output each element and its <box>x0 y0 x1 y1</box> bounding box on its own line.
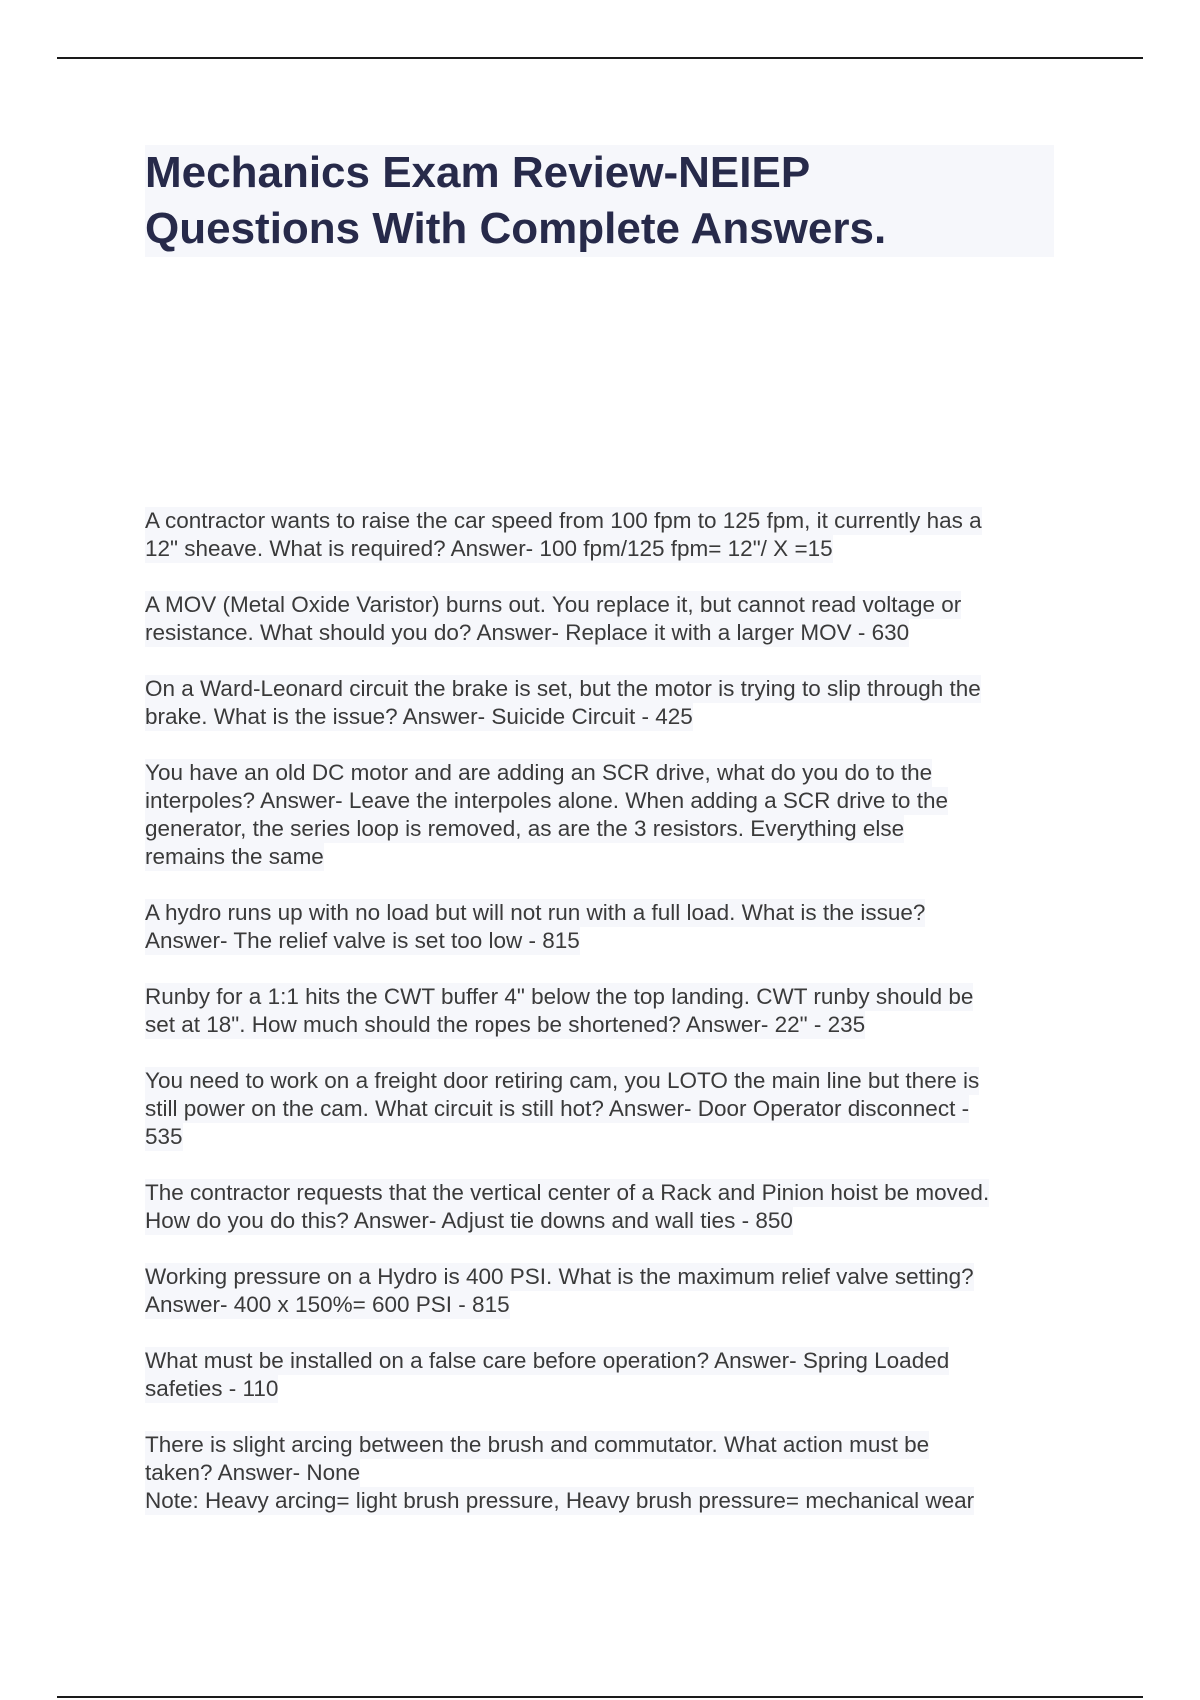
qa-line: Answer- The relief valve is set too low - 815 <box>145 928 580 953</box>
qa-line: 12" sheave. What is required? Answer- 100 fpm/125 fpm= 12"/ X =15 <box>145 536 833 561</box>
bottom-rule <box>57 1696 1143 1698</box>
qa-line: The contractor requests that the vertical center of a Rack and Pinion hoist be moved. <box>145 1180 990 1205</box>
qa-line: interpoles? Answer- Leave the interpoles alone. When adding a SCR drive to the <box>145 788 948 813</box>
qa-item <box>145 1263 1065 1319</box>
qa-line: brake. What is the issue? Answer- Suicide Circuit - 425 <box>145 704 693 729</box>
title-line-1: Mechanics Exam Review-NEIEP <box>145 148 811 197</box>
qa-line: A hydro runs up with no load but will not run with a full load. What is the issue? <box>145 900 926 925</box>
qa-item <box>145 1067 1065 1151</box>
qa-item <box>145 983 1065 1039</box>
qa-list <box>145 507 1065 1543</box>
qa-item <box>145 591 1065 647</box>
qa-item <box>145 899 1065 955</box>
qa-line: remains the same <box>145 844 324 869</box>
title-line-2: Questions With Complete Answers. <box>145 204 887 253</box>
qa-line: still power on the cam. What circuit is still hot? Answer- Door Operator disconnect - <box>145 1096 970 1121</box>
qa-line: safeties - 110 <box>145 1376 279 1401</box>
qa-line: 535 <box>145 1124 183 1149</box>
qa-line: There is slight arcing between the brush and commutator. What action must be <box>145 1432 930 1457</box>
qa-line: Working pressure on a Hydro is 400 PSI. What is the maximum relief valve setting? <box>145 1264 974 1289</box>
qa-line: On a Ward-Leonard circuit the brake is set, but the motor is trying to slip through the <box>145 676 981 701</box>
qa-line: You need to work on a freight door retiring cam, you LOTO the main line but there is <box>145 1068 980 1093</box>
qa-item <box>145 1179 1065 1235</box>
qa-line: How do you do this? Answer- Adjust tie downs and wall ties - 850 <box>145 1208 793 1233</box>
qa-line: set at 18". How much should the ropes be shortened? Answer- 22" - 235 <box>145 1012 866 1037</box>
qa-item <box>145 1431 1065 1515</box>
qa-line: Runby for a 1:1 hits the CWT buffer 4" below the top landing. CWT runby should be <box>145 984 974 1009</box>
qa-item <box>145 507 1065 563</box>
qa-line: You have an old DC motor and are adding an SCR drive, what do you do to the <box>145 760 933 785</box>
qa-item <box>145 1347 1065 1403</box>
qa-line: taken? Answer- None <box>145 1460 361 1485</box>
document-title <box>145 145 1054 257</box>
qa-line: generator, the series loop is removed, as are the 3 resistors. Everything else <box>145 816 905 841</box>
qa-line: A contractor wants to raise the car speed from 100 fpm to 125 fpm, it currently has a <box>145 508 982 533</box>
qa-line: Answer- 400 x 150%= 600 PSI - 815 <box>145 1292 510 1317</box>
top-rule <box>57 57 1143 59</box>
qa-line: A MOV (Metal Oxide Varistor) burns out. You replace it, but cannot read voltage or <box>145 592 962 617</box>
qa-item <box>145 759 1065 871</box>
qa-line: Note: Heavy arcing= light brush pressure, Heavy brush pressure= mechanical wear <box>145 1488 975 1513</box>
qa-line: resistance. What should you do? Answer- Replace it with a larger MOV - 630 <box>145 620 910 645</box>
qa-line: What must be installed on a false care before operation? Answer- Spring Loaded <box>145 1348 950 1373</box>
qa-item <box>145 675 1065 731</box>
